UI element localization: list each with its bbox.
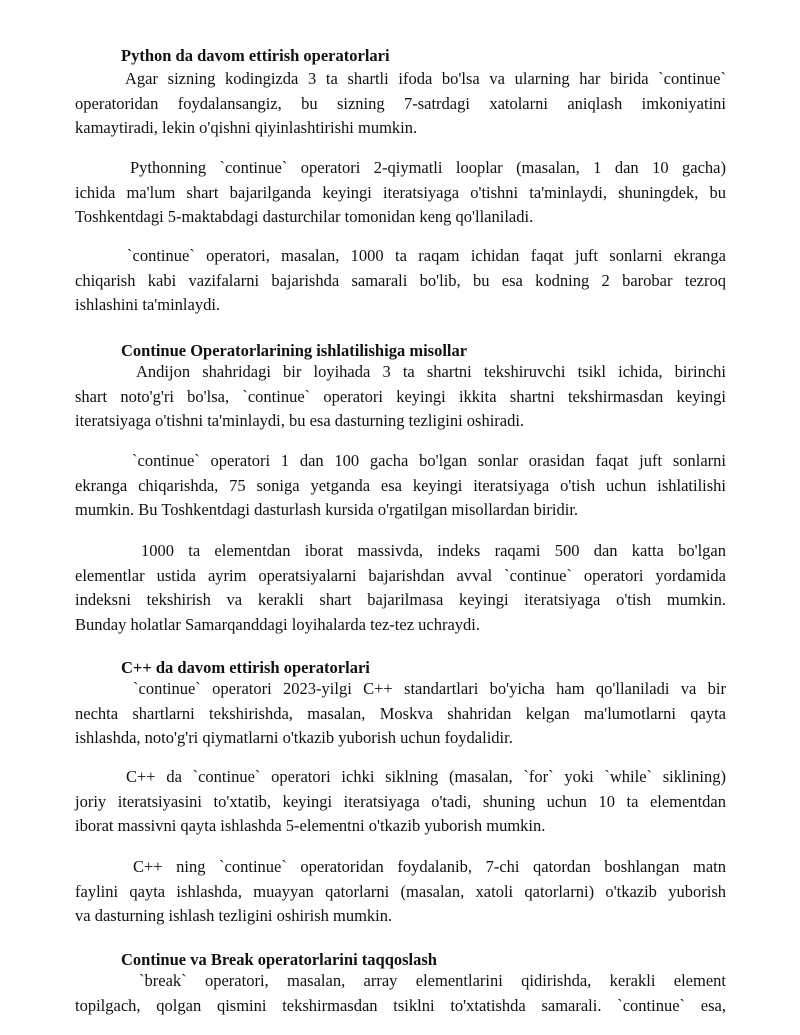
text-line: va dasturning ishlash tezligini oshirish mumkin.: [75, 906, 393, 925]
text-line: ichida ma'lum shart bajarilganda keyingi iteratsiyaga o'tishni ta'minlaydi, shuningdek, bu: [75, 182, 726, 202]
paragraph: [75, 539, 726, 637]
text-line: iborat massivni qayta ishlashda 5-elementni o'tkazib yuborish mumkin.: [75, 816, 546, 835]
text-line: operatoridan foydalansangiz, bu sizning 7-satrdagi xatolarni aniqlash imkoniyatini: [75, 93, 726, 113]
paragraph: [75, 156, 726, 230]
paragraph: [75, 449, 726, 523]
text-line: Bunday holatlar Samarqanddagi loyihalarda tez-tez uchraydi.: [75, 614, 481, 634]
text-line: nechta shartlarni tekshirishda, masalan, Moskva shahridan kelgan ma'lumotlarni qayta: [75, 703, 726, 723]
paragraph: [75, 969, 726, 1018]
text-line: Toshkentdagi 5-maktabdagi dasturchilar tomonidan keng qo'llaniladi.: [75, 207, 534, 226]
section-heading-python: Python da davom ettirish operatorlari: [121, 46, 390, 65]
text-line: Andijon shahridagi bir loyihada 3 ta shartni tekshiruvchi tsikl ichida, birinchi: [136, 362, 726, 381]
text-line: topilgach, qolgan qismini tekshirmasdan tsiklni to'xtatishda samarali. `continue` esa,: [75, 995, 726, 1015]
text-line: ekranga chiqarishda, 75 soniga yetganda esa keyingi iteratsiyaga o'tish uchun ishlatilishi: [75, 475, 726, 495]
text-line: mumkin. Bu Toshkentdagi dasturlash kursida o'rgatilgan misollardan biridir.: [75, 500, 579, 519]
section-heading-cpp: C++ da davom ettirish operatorlari: [121, 658, 370, 677]
paragraph: [75, 677, 726, 751]
text-line: `break` operatori, masalan, array elementlarini qidirishda, kerakli element: [139, 971, 726, 990]
paragraph: [75, 855, 726, 929]
text-line: ishlashini ta'minlaydi.: [75, 295, 221, 314]
text-line: `continue` operatori, masalan, 1000 ta raqam ichidan faqat juft sonlarni ekranga: [127, 246, 726, 265]
paragraph: [75, 765, 726, 839]
text-line: indeksni tekshirish va kerakli shart bajarilmasa keyingi iteratsiyaga o'tish mumkin.: [75, 590, 726, 609]
section-heading-comparison: Continue va Break operatorlarini taqqoslash: [121, 950, 437, 969]
text-line: 1000 ta elementdan iborat massivda, indeks raqami 500 dan katta bo'lgan: [141, 541, 726, 560]
text-line: chiqarish kabi vazifalarni bajarishda samarali bo'lib, bu esa kodning 2 barobar tezroq: [75, 270, 726, 290]
paragraph: [75, 360, 726, 434]
text-line: Pythonning `continue` operatori 2-qiymatli looplar (masalan, 1 dan 10 gacha): [130, 158, 726, 177]
text-line: shart noto'g'ri bo'lsa, `continue` operatori keyingi ikkita shartni tekshirmasdan keyingi: [75, 386, 726, 406]
text-line: ishlashda, noto'g'ri qiymatlarni o'tkazib yuborish uchun foydalidir.: [75, 728, 513, 747]
text-line: `continue` operatori 1 dan 100 gacha bo'lgan sonlar orasidan faqat juft sonlarni: [132, 451, 726, 470]
text-line: C++ ning `continue` operatoridan foydalanib, 7-chi qatordan boshlangan matn: [133, 857, 726, 876]
text-line: joriy iteratsiyasini to'xtatib, keyingi iteratsiyaga o'tadi, shuning uchun 10 ta elementdan: [75, 791, 726, 811]
text-line: `continue` operatori 2023-yilgi C++ standartlari bo'yicha ham qo'llaniladi va bir: [133, 679, 726, 698]
text-line: Agar sizning kodingizda 3 ta shartli ifoda bo'lsa va ularning har birida `continue`: [125, 69, 726, 88]
text-line: iteratsiyaga o'tishni ta'minlaydi, bu esa dasturning tezligini oshiradi.: [75, 411, 525, 430]
paragraph: [75, 244, 726, 318]
text-line: kamaytiradi, lekin o'qishni qiyinlashtirishi mumkin.: [75, 118, 418, 137]
section-heading-examples: Continue Operatorlarining ishlatilishiga misollar: [121, 341, 468, 360]
paragraph: [75, 67, 726, 141]
text-line: elementlar ustida ayrim operatsiyalarni bajarishdan avval `continue` operatori yordamida: [75, 565, 726, 585]
text-line: C++ da `continue` operatori ichki siklning (masalan, `for` yoki `while` siklining): [126, 767, 726, 786]
text-line: faylini qayta ishlashda, muayyan qatorlarni (masalan, xatoli qatorlarni) o'tkazib yuborish: [75, 881, 726, 901]
